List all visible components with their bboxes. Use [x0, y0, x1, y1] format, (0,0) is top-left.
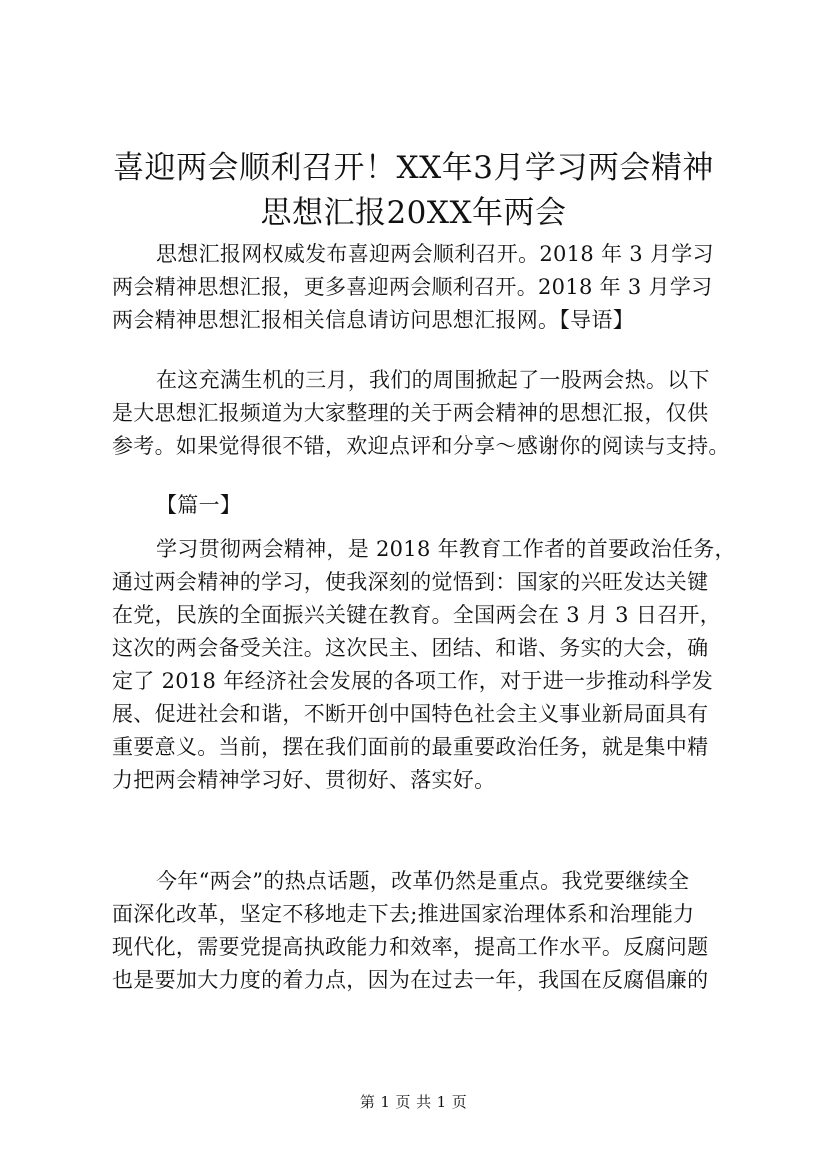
document-title-line-1: 喜迎两会顺利召开！XX年3月学习两会精神 — [113, 150, 714, 186]
text-line: 展、促进社会和谐，不断开创中国特色社会主义事业新局面具有 — [112, 702, 709, 726]
text-line: 定了 2018 年经济社会发展的各项工作，对于进一步推动科学发 — [112, 669, 714, 693]
text-line: 现代化，需要党提高执政能力和效率，提高工作水平。反腐问题 — [112, 935, 709, 959]
page-footer — [0, 1092, 827, 1112]
text-line: 也是要加大力度的着力点，因为在过去一年，我国在反腐倡廉的 — [112, 968, 709, 992]
section-heading — [112, 489, 724, 522]
text-line: 今年“两会”的热点话题，改革仍然是重点。我党要继续全 — [156, 869, 690, 893]
text-line: 这次的两会备受关注。这次民主、团结、和谐、务实的大会，确 — [112, 636, 709, 660]
section-title: 【篇一】 — [156, 493, 242, 517]
paragraph-intro — [112, 238, 724, 337]
text-line: 在党，民族的全面振兴关键在教育。全国两会在 3 月 3 日召开， — [112, 603, 722, 627]
text-line: 面深化改革，坚定不移地走下去;推进国家治理体系和治理能力 — [112, 902, 695, 926]
text-line: 在这充满生机的三月，我们的周围掀起了一股两会热。以下 — [156, 368, 710, 392]
paragraph-guide — [112, 364, 730, 463]
paragraph-section-1 — [112, 533, 736, 797]
text-line: 两会精神思想汇报相关信息请访问思想汇报网。【导语】 — [112, 308, 634, 332]
text-line: 是大思想汇报频道为大家整理的关于两会精神的思想汇报，仅供 — [112, 401, 709, 425]
page-number-text: 第 1 页 共 1 页 — [359, 1093, 468, 1111]
text-line: 重要意义。当前，摆在我们面前的最重要政治任务，就是集中精 — [112, 735, 709, 759]
text-line: 参考。如果觉得很不错，欢迎点评和分享～感谢你的阅读与支持。 — [112, 434, 730, 458]
text-line: 两会精神思想汇报，更多喜迎两会顺利召开。2018 年 3 月学习 — [112, 275, 713, 299]
text-line: 思想汇报网权威发布喜迎两会顺利召开。2018 年 3 月学习 — [156, 242, 714, 266]
text-line: 学习贯彻两会精神，是 2018 年教育工作者的首要政治任务， — [156, 537, 736, 561]
document-title-line-2: 思想汇报20XX年两会 — [260, 195, 567, 231]
text-line: 力把两会精神学习好、贯彻好、落实好。 — [112, 768, 496, 792]
text-line: 通过两会精神的学习，使我深刻的觉悟到：国家的兴旺发达关键 — [112, 570, 709, 594]
paragraph-hotspots — [112, 865, 724, 997]
